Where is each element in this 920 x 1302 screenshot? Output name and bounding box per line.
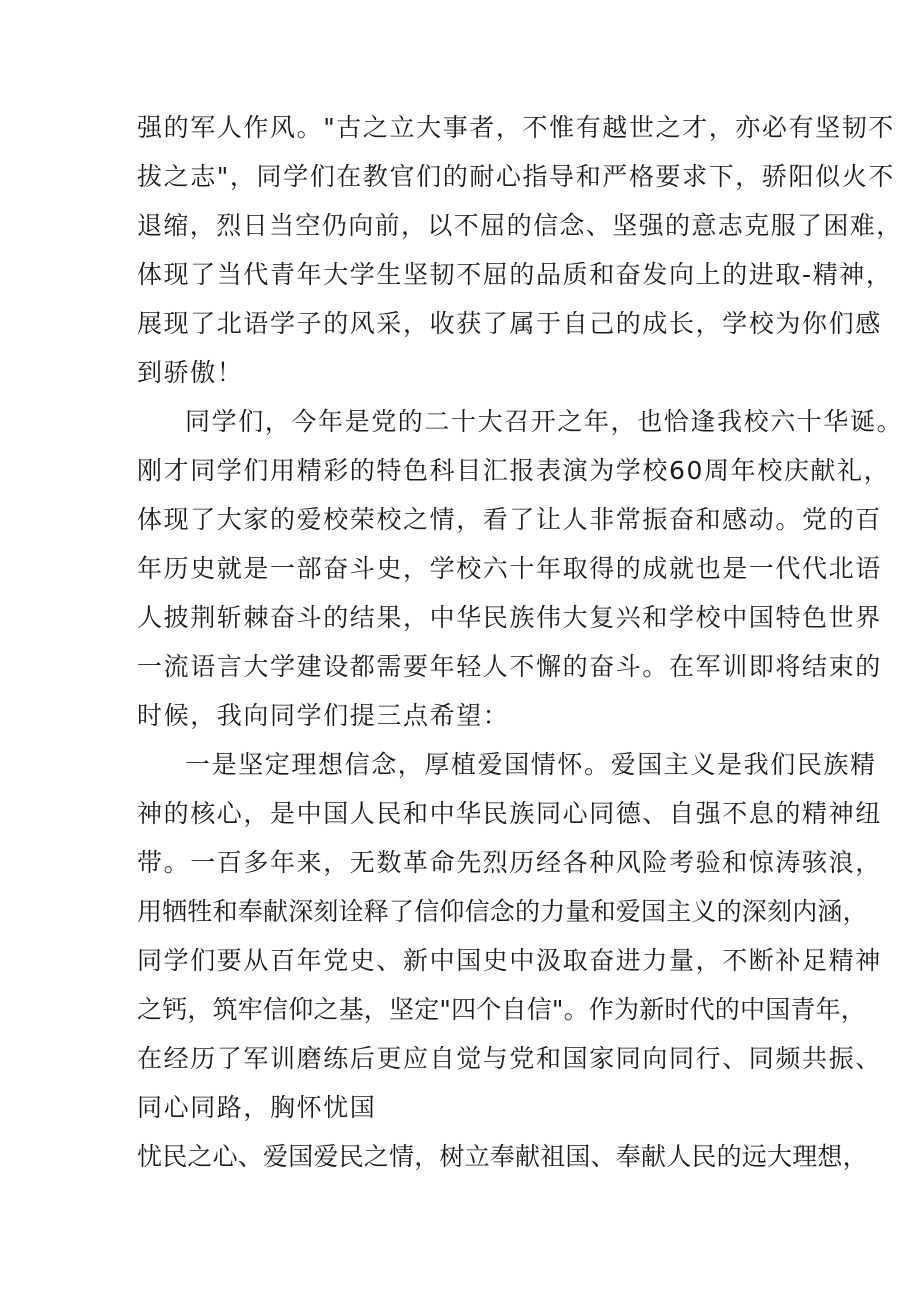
text-line: 体现了当代青年大学生坚韧不屈的品质和奋发向上的进取-精神， [137, 260, 893, 289]
text-line: 带。一百多年来，无数革命先烈历经各种风险考验和惊涛骇浪， [137, 848, 882, 877]
paragraph-first-line: 一是坚定理想信念，厚植爱国情怀。爱国主义是我们民族精 [185, 750, 877, 779]
text-line: 一流语言大学建设都需要年轻人不懈的奋斗。在军训即将结束的 [137, 652, 882, 681]
text-line: 在经历了军训磨练后更应自觉与党和国家同向同行、同频共振、 [137, 1044, 882, 1073]
text-line: 退缩，烈日当空仍向前，以不屈的信念、坚强的意志克服了困难， [137, 211, 903, 240]
text-line: 神的核心，是中国人民和中华民族同心同德、自强不息的精神纽 [137, 799, 882, 828]
text-line: 时候，我向同学们提三点希望： [137, 701, 510, 730]
text-line: 用牺牲和奉献深刻诠释了信仰信念的力量和爱国主义的深刻内涵， [137, 897, 868, 926]
text-line: 到骄傲！ [137, 358, 244, 387]
text-line: 强的军人作风。"古之立大事者，不惟有越世之才，亦必有坚韧不 [137, 113, 895, 142]
text-line: 体现了大家的爱校荣校之情，看了让人非常振奋和感动。党的百 [137, 505, 882, 534]
text-line: 刚才同学们用精彩的特色科目汇报表演为学校60周年校庆献礼， [137, 456, 891, 485]
text-line: 展现了北语学子的风采，收获了属于自己的成长，学校为你们感 [137, 309, 882, 338]
text-line: 年历史就是一部奋斗史，学校六十年取得的成就也是一代代北语 [137, 554, 882, 583]
text-line: 拔之志"，同学们在教官们的耐心指导和严格要求下，骄阳似火不 [137, 162, 895, 191]
text-line: 同学们要从百年党史、新中国史中汲取奋进力量，不断补足精神 [137, 946, 882, 975]
text-line: 同心同路，胸怀忧国 [137, 1093, 377, 1122]
text-line: 忧民之心、爱国爱民之情，树立奉献祖国、奉献人民的远大理想， [137, 1142, 868, 1171]
paragraph-first-line: 同学们，今年是党的二十大召开之年，也恰逢我校六十华诞。 [185, 407, 904, 436]
text-line: 之钙，筑牢信仰之基，坚定"四个自信"。作为新时代的中国青年， [137, 995, 867, 1024]
text-line: 人披荆斩棘奋斗的结果，中华民族伟大复兴和学校中国特色世界 [137, 603, 882, 632]
